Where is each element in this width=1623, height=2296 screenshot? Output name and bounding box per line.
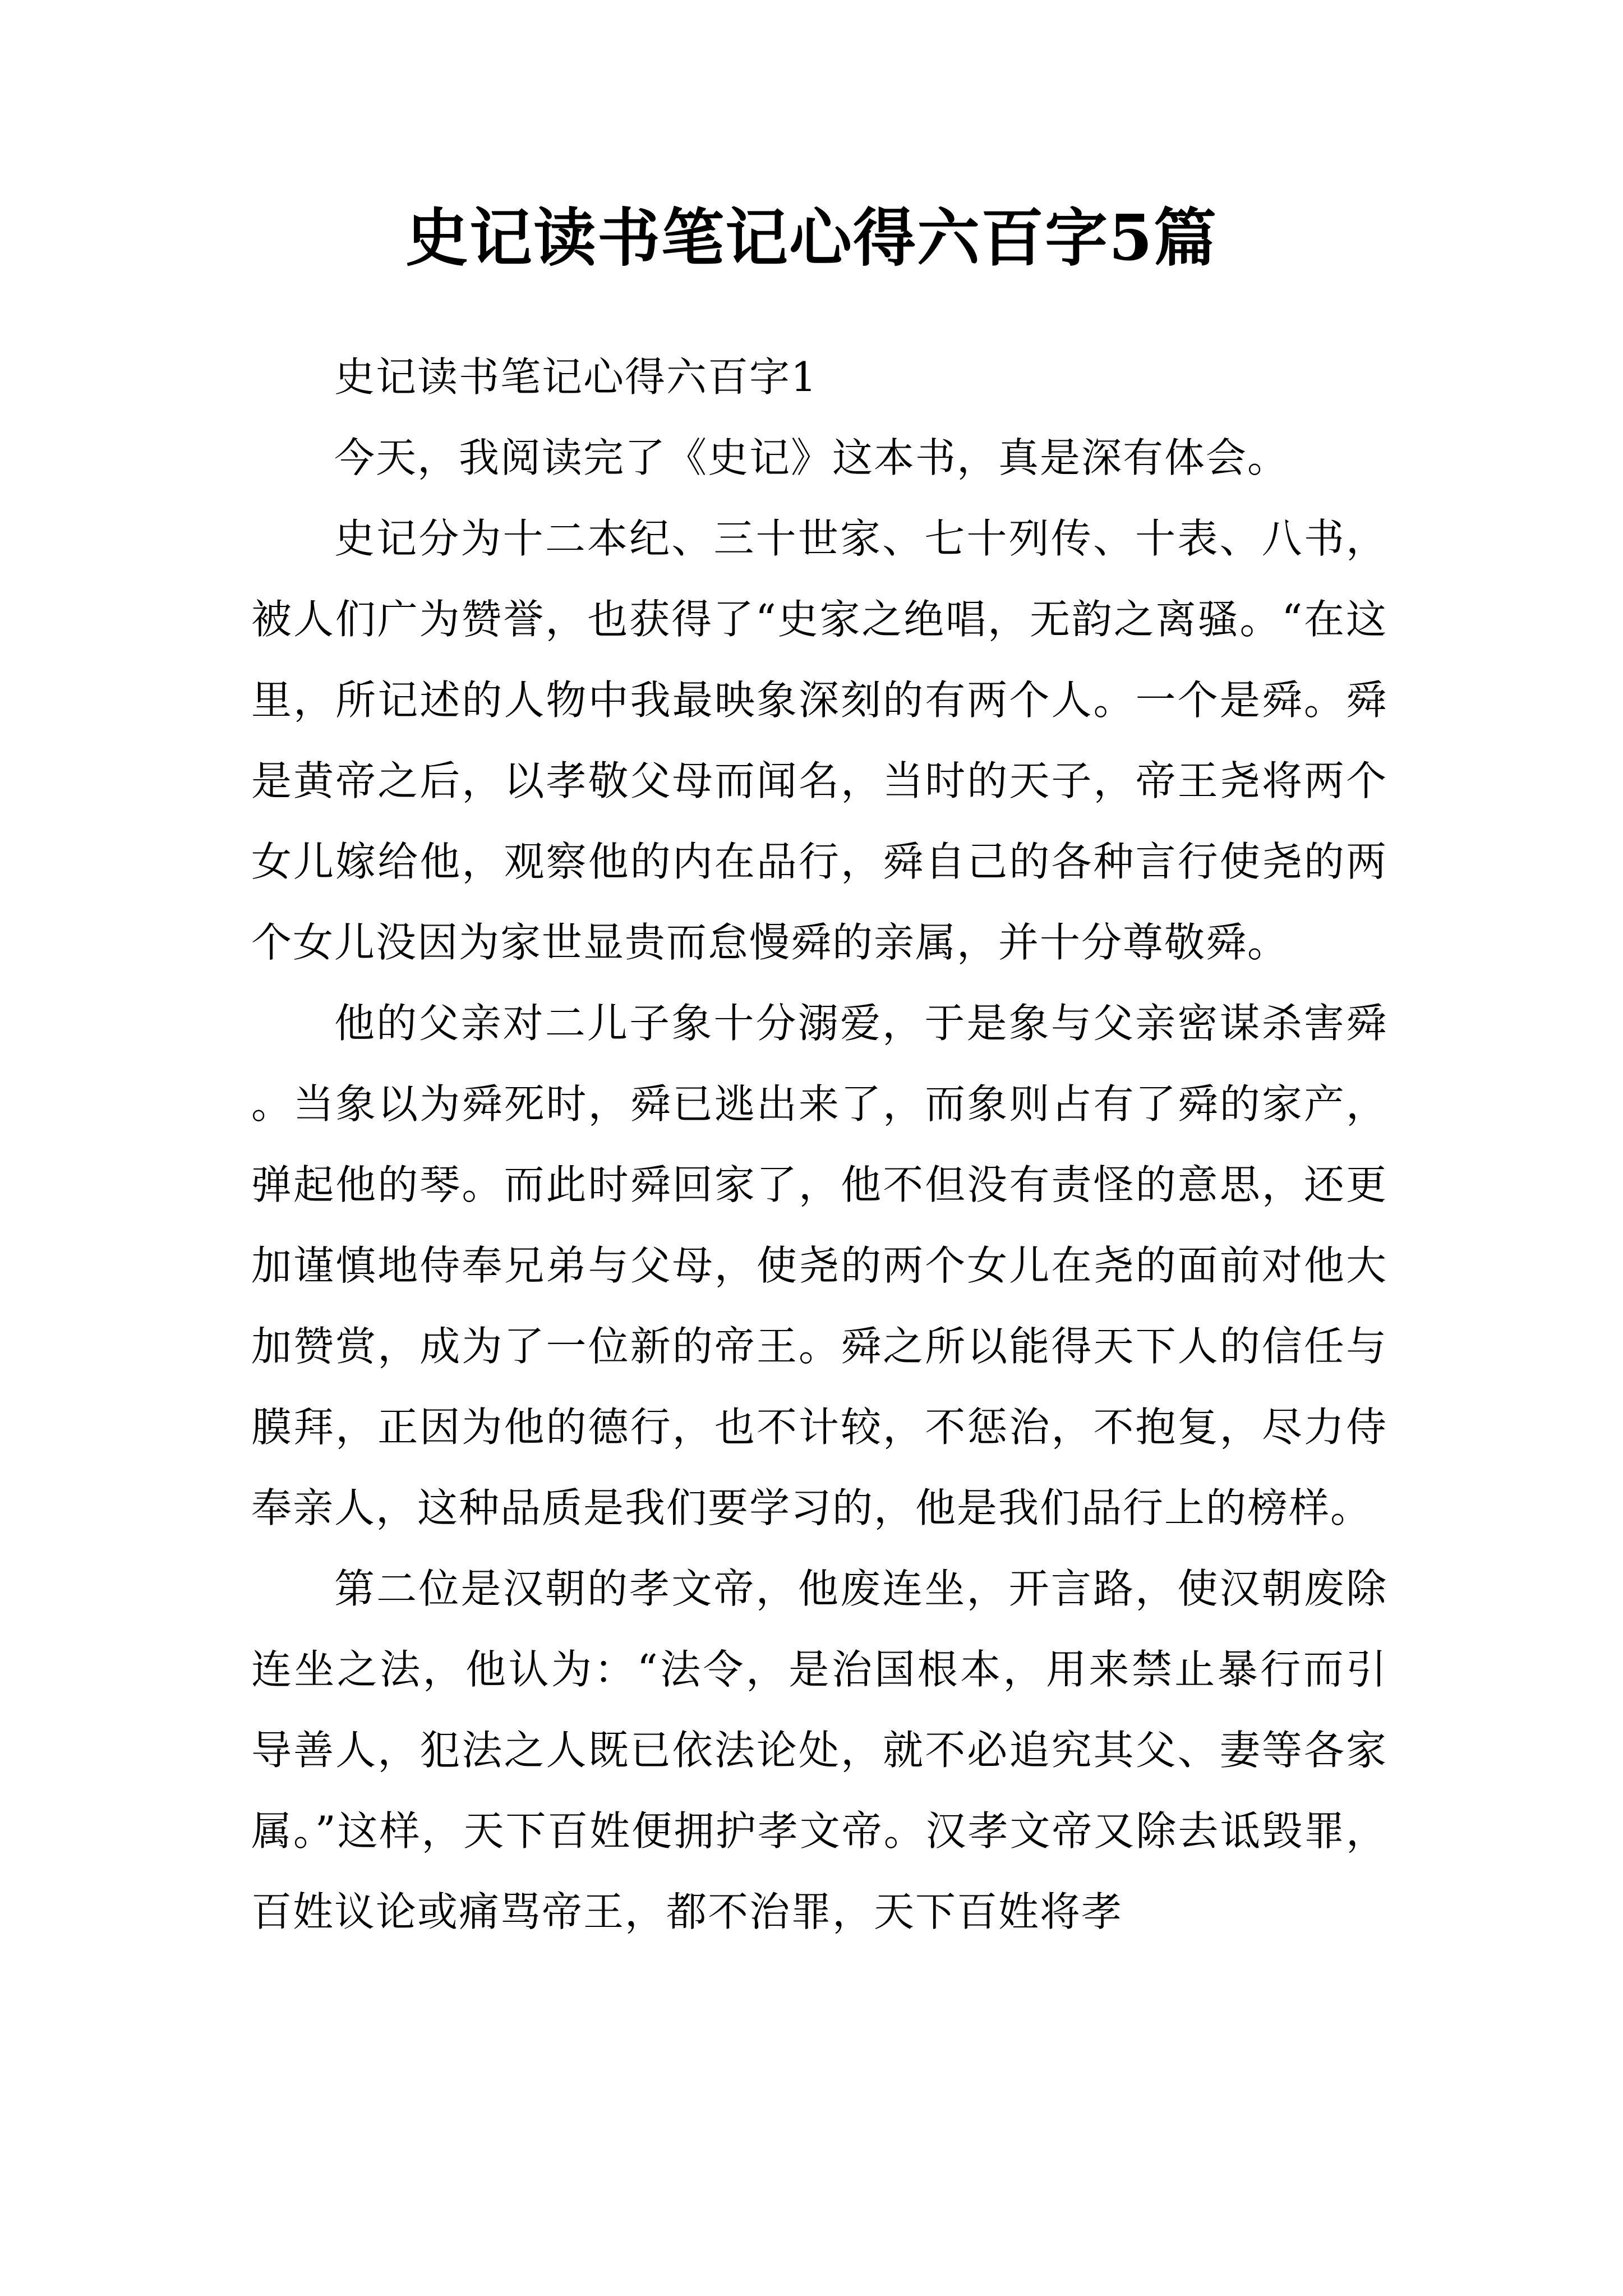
document-body xyxy=(251,337,1387,1952)
paragraph: 他的父亲对二儿子象十分溺爱，于是象与父亲密谋杀害舜。当象以为舜死时，舜已逃出来了，而象则占有了舜的家产，弹起他的琴。而此时舜回家了，他不但没有责怪的意思，还更加谨慎地侍奉兄弟与父母，使尧的两个女儿在尧的面前对他大加赞赏，成为了一位新的帝王。舜之所以能得天下人的信任与膜拜，正因为他的德行，也不计较，不惩治，不抱复，尽力侍奉亲人，这种品质是我们要学习的，他是我们品行上的榜样。 xyxy=(251,1000,1387,1531)
section-heading: 史记读书笔记心得六百字1 xyxy=(334,353,818,401)
paragraph: 今天，我阅读完了《史记》这本书，真是深有体会。 xyxy=(334,434,1289,481)
document-title: 史记读书笔记心得六百字5篇 xyxy=(405,201,1218,275)
paragraph: 史记分为十二本纪、三十世家、七十列传、十表、八书，被人们广为赞誉，也获得了“史家之绝唱，无韵之离骚。“在这里，所记述的人物中我最映象深刻的有两个人。一个是舜。舜是黄帝之后，以孝敬父母而闻名，当时的天子，帝王尧将两个女儿嫁给他，观察他的内在品行，舜自己的各种言行使尧的两个女儿没因为家世显贵而怠慢舜的亲属，并十分尊敬舜。 xyxy=(251,515,1387,966)
paragraph: 第二位是汉朝的孝文帝，他废连坐，开言路，使汉朝废除连坐之法，他认为：“法令，是治国根本，用来禁止暴行而引导善人，犯法之人既已依法论处，就不必追究其父、妻等各家属。”这样，天下百姓便拥护孝文帝。汉孝文帝又除去诋毁罪，百姓议论或痛骂帝王，都不治罪，天下百姓将孝 xyxy=(251,1565,1387,1935)
